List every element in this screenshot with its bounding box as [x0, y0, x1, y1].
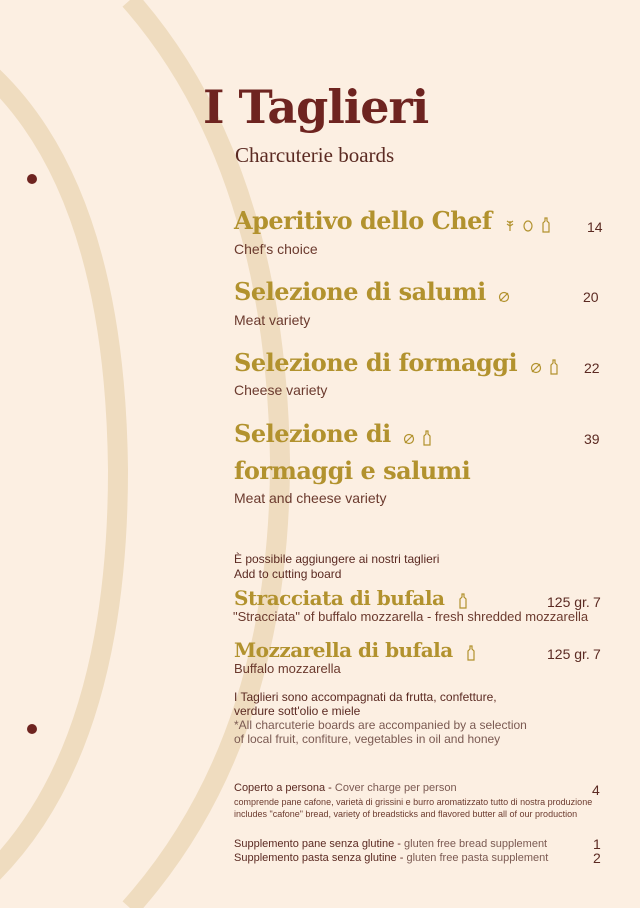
page-title: I Taglieri: [203, 80, 429, 134]
board-name-line2: formaggi e salumi: [234, 456, 471, 485]
accompaniment-it-1: I Taglieri sono accompagnati da frutta, confetture,: [234, 690, 497, 704]
bottle-icon: [421, 430, 433, 446]
accompaniment-en-2: of local fruit, confiture, vegetables in oil and honey: [234, 732, 501, 746]
board-item: [234, 273, 510, 310]
addon-weight: 125 gr.: [547, 646, 590, 662]
board-item: [234, 415, 433, 452]
cover-detail-it: comprende pane cafone, varietà di grissini e burro aromatizzato tutto di nostra produzione: [234, 797, 593, 807]
board-name-line1: Selezione di: [234, 419, 391, 448]
decor-arc-inner: [0, 65, 118, 885]
nut-icon: [530, 359, 542, 375]
bottle-icon: [457, 593, 469, 609]
board-item: [234, 344, 560, 381]
bottle-icon: [465, 645, 477, 661]
nut-icon: [403, 430, 415, 446]
board-item: [234, 202, 552, 239]
supplement-price: 1: [593, 836, 601, 852]
cover-label-en: Cover charge per person: [334, 782, 457, 794]
cover-detail-en: includes "cafone" bread, variety of breadsticks and flavored butter all of our production: [234, 809, 578, 819]
supplement-pasta: [234, 852, 548, 864]
bottle-icon: [540, 217, 552, 233]
supplement-label-en: gluten free pasta supplement: [406, 852, 549, 864]
board-name: Selezione di salumi: [234, 277, 486, 306]
addon-item: [234, 584, 469, 612]
board-price: 22: [584, 360, 600, 376]
addons-intro-en: Add to cutting board: [234, 567, 342, 581]
decor-dot-bottom: [27, 724, 37, 734]
board-desc: Cheese variety: [234, 382, 328, 398]
cover-label-it: Coperto a persona -: [234, 782, 335, 794]
bottle-icon: [548, 359, 560, 375]
board-price: 39: [584, 431, 600, 447]
addon-name: Mozzarella di bufala: [234, 638, 453, 662]
board-name: Aperitivo dello Chef: [234, 206, 492, 235]
supplement-label-it: Supplemento pasta senza glutine -: [234, 852, 407, 864]
board-name: Selezione di formaggi: [234, 348, 518, 377]
supplement-label-it: Supplemento pane senza glutine -: [234, 838, 405, 850]
accompaniment-it-2: verdure sott'olio e miele: [234, 704, 361, 718]
addon-price: 7: [593, 594, 601, 610]
supplement-bread: [234, 838, 547, 850]
addon-name: Stracciata di bufala: [234, 586, 445, 610]
board-price: 20: [583, 289, 599, 305]
supplement-price: 2: [593, 850, 601, 866]
addon-item: [234, 636, 477, 664]
supplement-label-en: gluten free bread supplement: [404, 838, 548, 850]
decor-dot-top: [27, 174, 37, 184]
board-price: 14: [587, 219, 603, 235]
addons-intro-it: È possibile aggiungere ai nostri taglieri: [234, 552, 440, 566]
cover-charge: [234, 782, 457, 794]
accompaniment-en-1: *All charcuterie boards are accompanied by a selection: [234, 718, 527, 732]
egg-icon: [522, 217, 534, 233]
cover-price: 4: [592, 782, 600, 798]
nut-icon: [498, 288, 510, 304]
addon-weight: 125 gr.: [547, 594, 590, 610]
page-subtitle: Charcuterie boards: [235, 143, 395, 167]
board-desc: Meat and cheese variety: [234, 490, 387, 506]
addon-desc: Buffalo mozzarella: [234, 661, 341, 676]
board-desc: Meat variety: [234, 312, 311, 328]
board-desc: Chef's choice: [234, 241, 318, 257]
addon-desc: "Stracciata" of buffalo mozzarella - fresh shredded mozzarella: [233, 609, 589, 624]
wheat-icon: [504, 217, 516, 233]
addon-price: 7: [593, 646, 601, 662]
